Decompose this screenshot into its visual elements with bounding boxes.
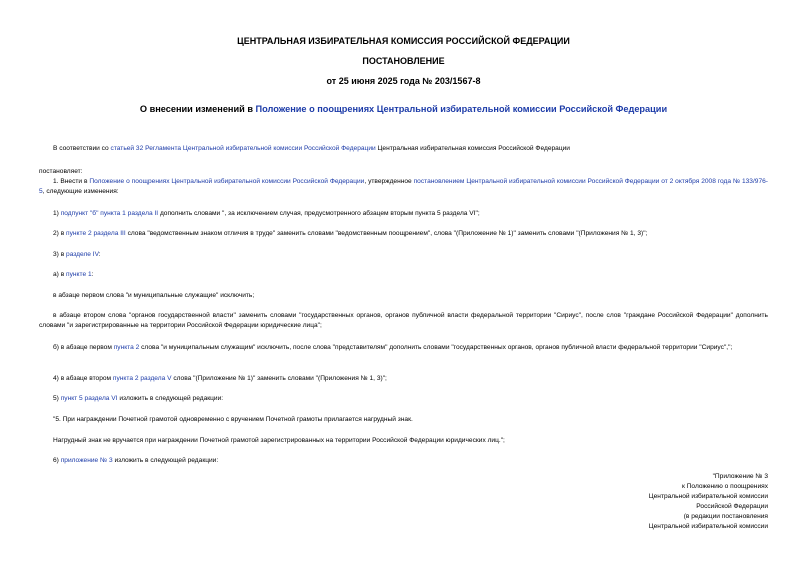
subitem-3a-paragraph-2: в абзаце втором слова "органов государственной власти" заменить словами "государственных органов, органов публичной власти федеральной территории "Сириус", после слов "граждане Российской Федерации" дополнить словами "и зарегистрированные на территории Российской Федерации юридические лица"; [39,312,768,329]
appendix-line: к Положению о поощрениях [681,483,768,490]
subitem-6-post: изложить в следующей редакции: [112,457,219,464]
subitem-5-post: изложить в следующей редакции: [117,395,224,402]
appendix-heading [649,472,768,532]
subitem-3 [53,250,101,260]
subitem-3a-link[interactable]: пункте 1 [66,271,92,278]
subitem-3b-link[interactable]: пункта 2 [113,344,140,351]
appendix-line: (в редакции постановления [683,513,768,520]
subitem-2-pre: 2) в [53,230,67,237]
subitem-5-pre: 5) [53,395,61,402]
document-type: ПОСТАНОВЛЕНИЕ [362,56,445,66]
subitem-5 [53,394,223,404]
subitem-3a [53,270,93,280]
subitem-3a-pre: а) в [53,271,67,278]
subitem-3-pre: 3) в [53,251,67,258]
preamble-post: Центральная избирательная комиссия Российской Федерации [375,145,570,152]
document-title [0,104,807,115]
subitem-1-post: дополнить словами ", за исключением случая, предусмотренного абзацем вторым пункта 5 раздела VI"; [158,210,480,217]
subitem-4 [53,374,387,384]
preamble-link-article-32[interactable]: статьей 32 Регламента Центральной избирательной комиссии Российской Федерации [110,145,376,152]
subitem-6-link[interactable]: приложение № 3 [60,457,113,464]
preamble-pre: В соответствии со [53,145,111,152]
title-link-regulation[interactable]: Положение о поощрениях Центральной избирательной комиссии Российской Федерации [255,104,668,114]
subitem-4-post: слова "(Приложение № 1)" заменить словами "(Приложения № 1, 3)"; [171,375,387,382]
subitem-3b [39,343,768,353]
item-1-mid: , утвержденное [364,178,414,185]
subitem-6 [53,456,218,466]
issuing-authority: ЦЕНТРАЛЬНАЯ ИЗБИРАТЕЛЬНАЯ КОМИССИЯ РОССИЙСКОЙ ФЕДЕРАЦИИ [237,36,570,46]
subitem-2-link[interactable]: пункте 2 раздела III [66,230,126,237]
appendix-line: Центральной избирательной комиссии [648,523,768,530]
item-1-link-resolution[interactable]: постановлением Центральной избирательной комиссии Российской Федерации от 2 октября 2008 года № 133/976-5 [39,178,768,195]
subitem-1 [53,209,480,219]
item-1-pre: 1. Внести в [53,178,90,185]
subitem-1-pre: 1) [53,210,61,217]
appendix-line: "Приложение № 3 [712,473,768,480]
preamble [53,144,570,154]
subitem-3b-pre: б) в абзаце первом [53,344,114,351]
appendix-line: Центральной избирательной комиссии [648,493,768,500]
resolves-text: постановляет: [39,168,83,175]
item-1 [39,177,768,196]
appendix-line: Российской Федерации [696,503,768,510]
subitem-3-post: : [98,251,101,258]
subitem-3b-post: слова "и муниципальным служащим" исключить, после слова "представителям" дополнить словами "государственных органов, органов публичной власти федеральной территории "Сириус","; [139,344,733,351]
item-1-link-regulation[interactable]: Положение о поощрениях Центральной избирательной комиссии Российской Федерации [89,178,365,185]
subitem-4-pre: 4) в абзаце втором [53,375,113,382]
subitem-2-post: слова "ведомственным знаком отличия в труде" заменить словами "ведомственным поощрением", слова "(Приложение № 1)" заменить словами "(Приложения № 1, 3)"; [125,230,648,237]
subitem-3-link[interactable]: разделе IV [66,251,99,258]
subitem-2 [53,229,647,239]
subitem-5-link[interactable]: пункт 5 раздела VI [60,395,118,402]
item-1-post: , следующие изменения: [42,187,119,195]
quoted-paragraph-1: "5. При награждении Почетной грамотой одновременно с вручением Почетной грамоты прилагается нагрудный знак. [53,416,413,423]
subitem-6-pre: 6) [53,457,61,464]
subitem-1-link[interactable]: подпункт "б" пункта 1 раздела II [60,210,159,217]
subitem-4-link[interactable]: пункта 2 раздела V [112,375,172,382]
quoted-paragraph-2: Нагрудный знак не вручается при награждении Почетной грамотой зарегистрированных на территории Российской Федерации юридических лиц."; [53,437,505,444]
subitem-3a-paragraph-1: в абзаце первом слова "и муниципальные служащие" исключить; [53,292,255,299]
title-prefix: О внесении изменений в [139,104,256,114]
document-date-number: от 25 июня 2025 года № 203/1567-8 [326,76,481,86]
subitem-3a-post: : [91,271,94,278]
